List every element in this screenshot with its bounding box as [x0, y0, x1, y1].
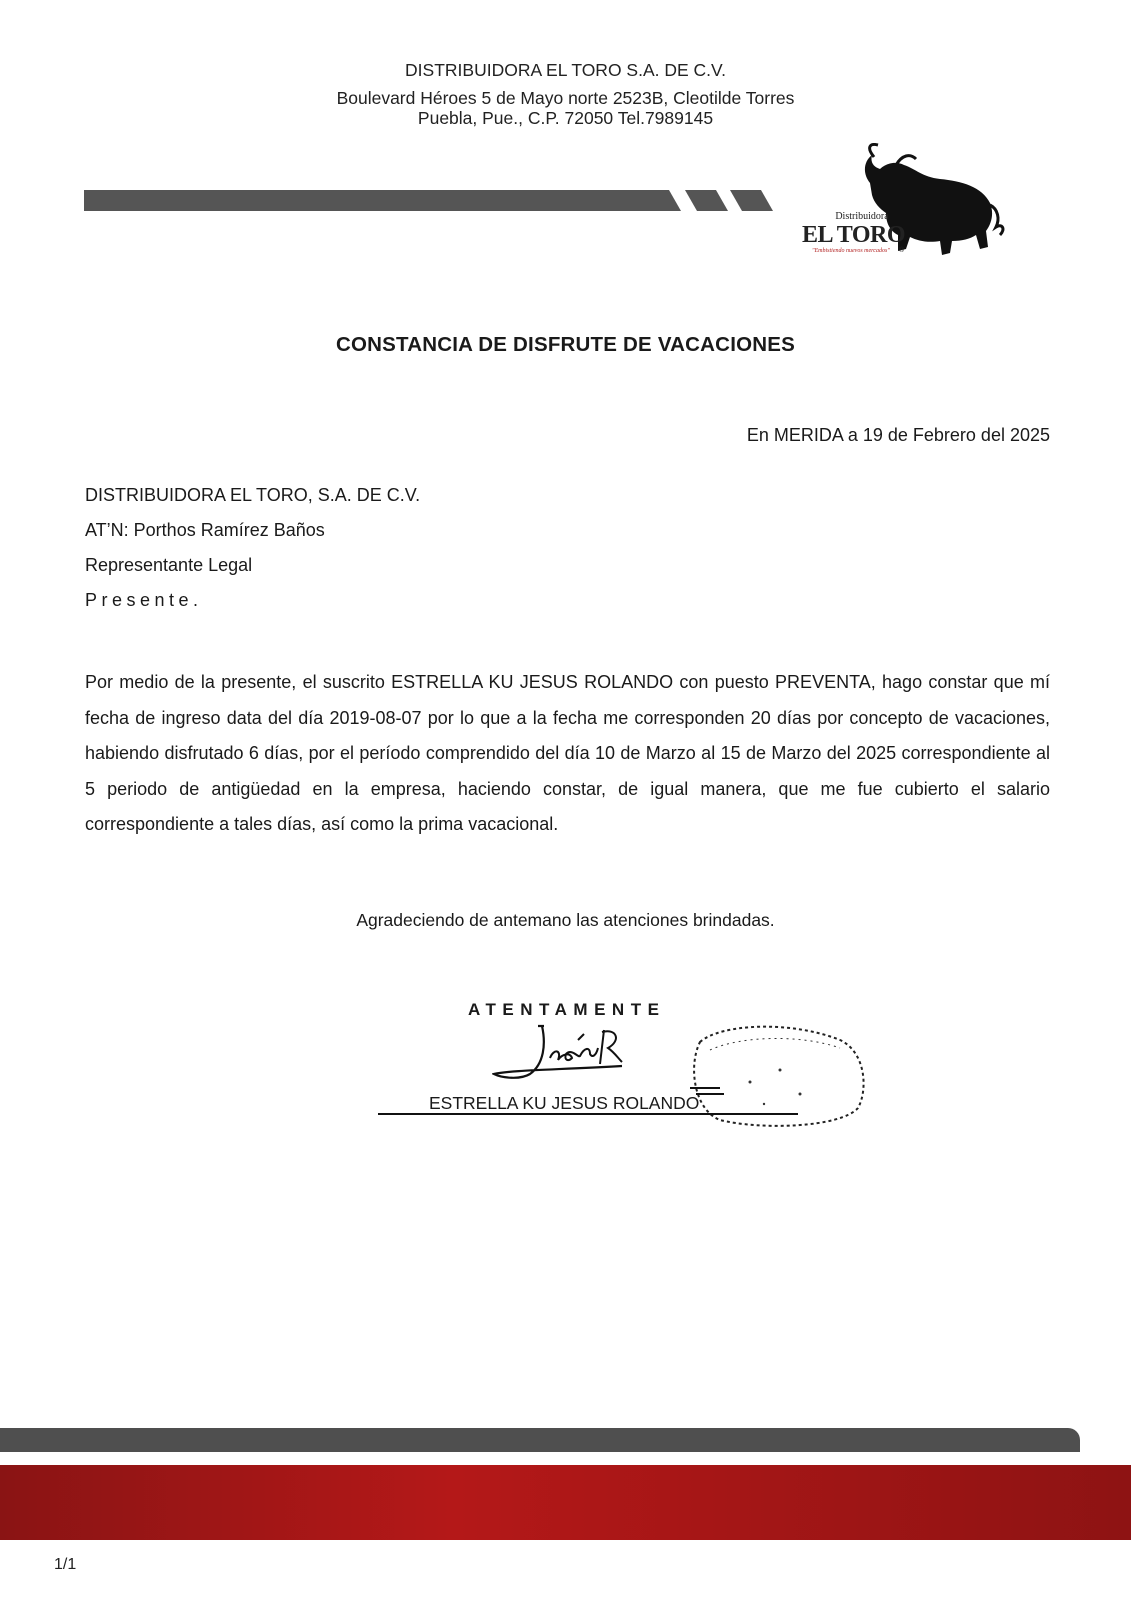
header-band	[84, 190, 784, 214]
footer-red-band	[0, 1465, 1131, 1540]
handwritten-signature	[492, 1018, 632, 1088]
letterhead-address: Boulevard Héroes 5 de Mayo norte 2523B, Cleotilde Torres	[336, 88, 795, 108]
recipient-present: Presente.	[85, 590, 203, 610]
letterhead-company: DISTRIBUIDORA EL TORO S.A. DE C.V.	[405, 60, 726, 80]
signature-label: ATENTAMENTE	[468, 1000, 666, 1019]
logo-registered-mark: ®	[899, 247, 905, 254]
closing-line: Agradeciendo de antemano las atenciones brindadas.	[356, 910, 775, 930]
recipient-attention: AT’N: Porthos Ramírez Baños	[85, 520, 325, 540]
company-stamp	[690, 1022, 870, 1132]
signer-name: ESTRELLA KU JESUS ROLANDO	[429, 1093, 700, 1113]
body-paragraph: Por medio de la presente, el suscrito ESTRELLA KU JESUS ROLANDO con puesto PREVENTA, hago constar que mí fecha de ingreso data del día 2019-08-07 por lo que a la fecha me corresponden 20 días por concepto de vacaciones, habiendo disfrutado 6 días, por el período comprendido del día 10 de Marzo al 15 de Marzo del 2025 correspondiente al 5 periodo de antigüedad en la empresa, haciendo constar, de igual manera, que me fue cubierto el salario correspondiente a tales días, así como la prima vacacional.	[85, 672, 1050, 834]
document-title: CONSTANCIA DE DISFRUTE DE VACACIONES	[336, 333, 795, 356]
recipient-role: Representante Legal	[85, 555, 253, 575]
logo-main-text: EL TORO	[802, 222, 905, 248]
footer-grey-band	[0, 1428, 1080, 1452]
logo-small-text: Distribuidora	[835, 211, 889, 222]
document-date: En MERIDA a 19 de Febrero del 2025	[746, 425, 1050, 445]
letterhead-city: Puebla, Pue., C.P. 72050 Tel.7989145	[417, 108, 714, 128]
logo-slogan: "Embistiendo nuevos mercados"	[812, 248, 890, 254]
recipient-company: DISTRIBUIDORA EL TORO, S.A. DE C.V.	[85, 485, 421, 505]
page-number: 1/1	[54, 1556, 77, 1573]
